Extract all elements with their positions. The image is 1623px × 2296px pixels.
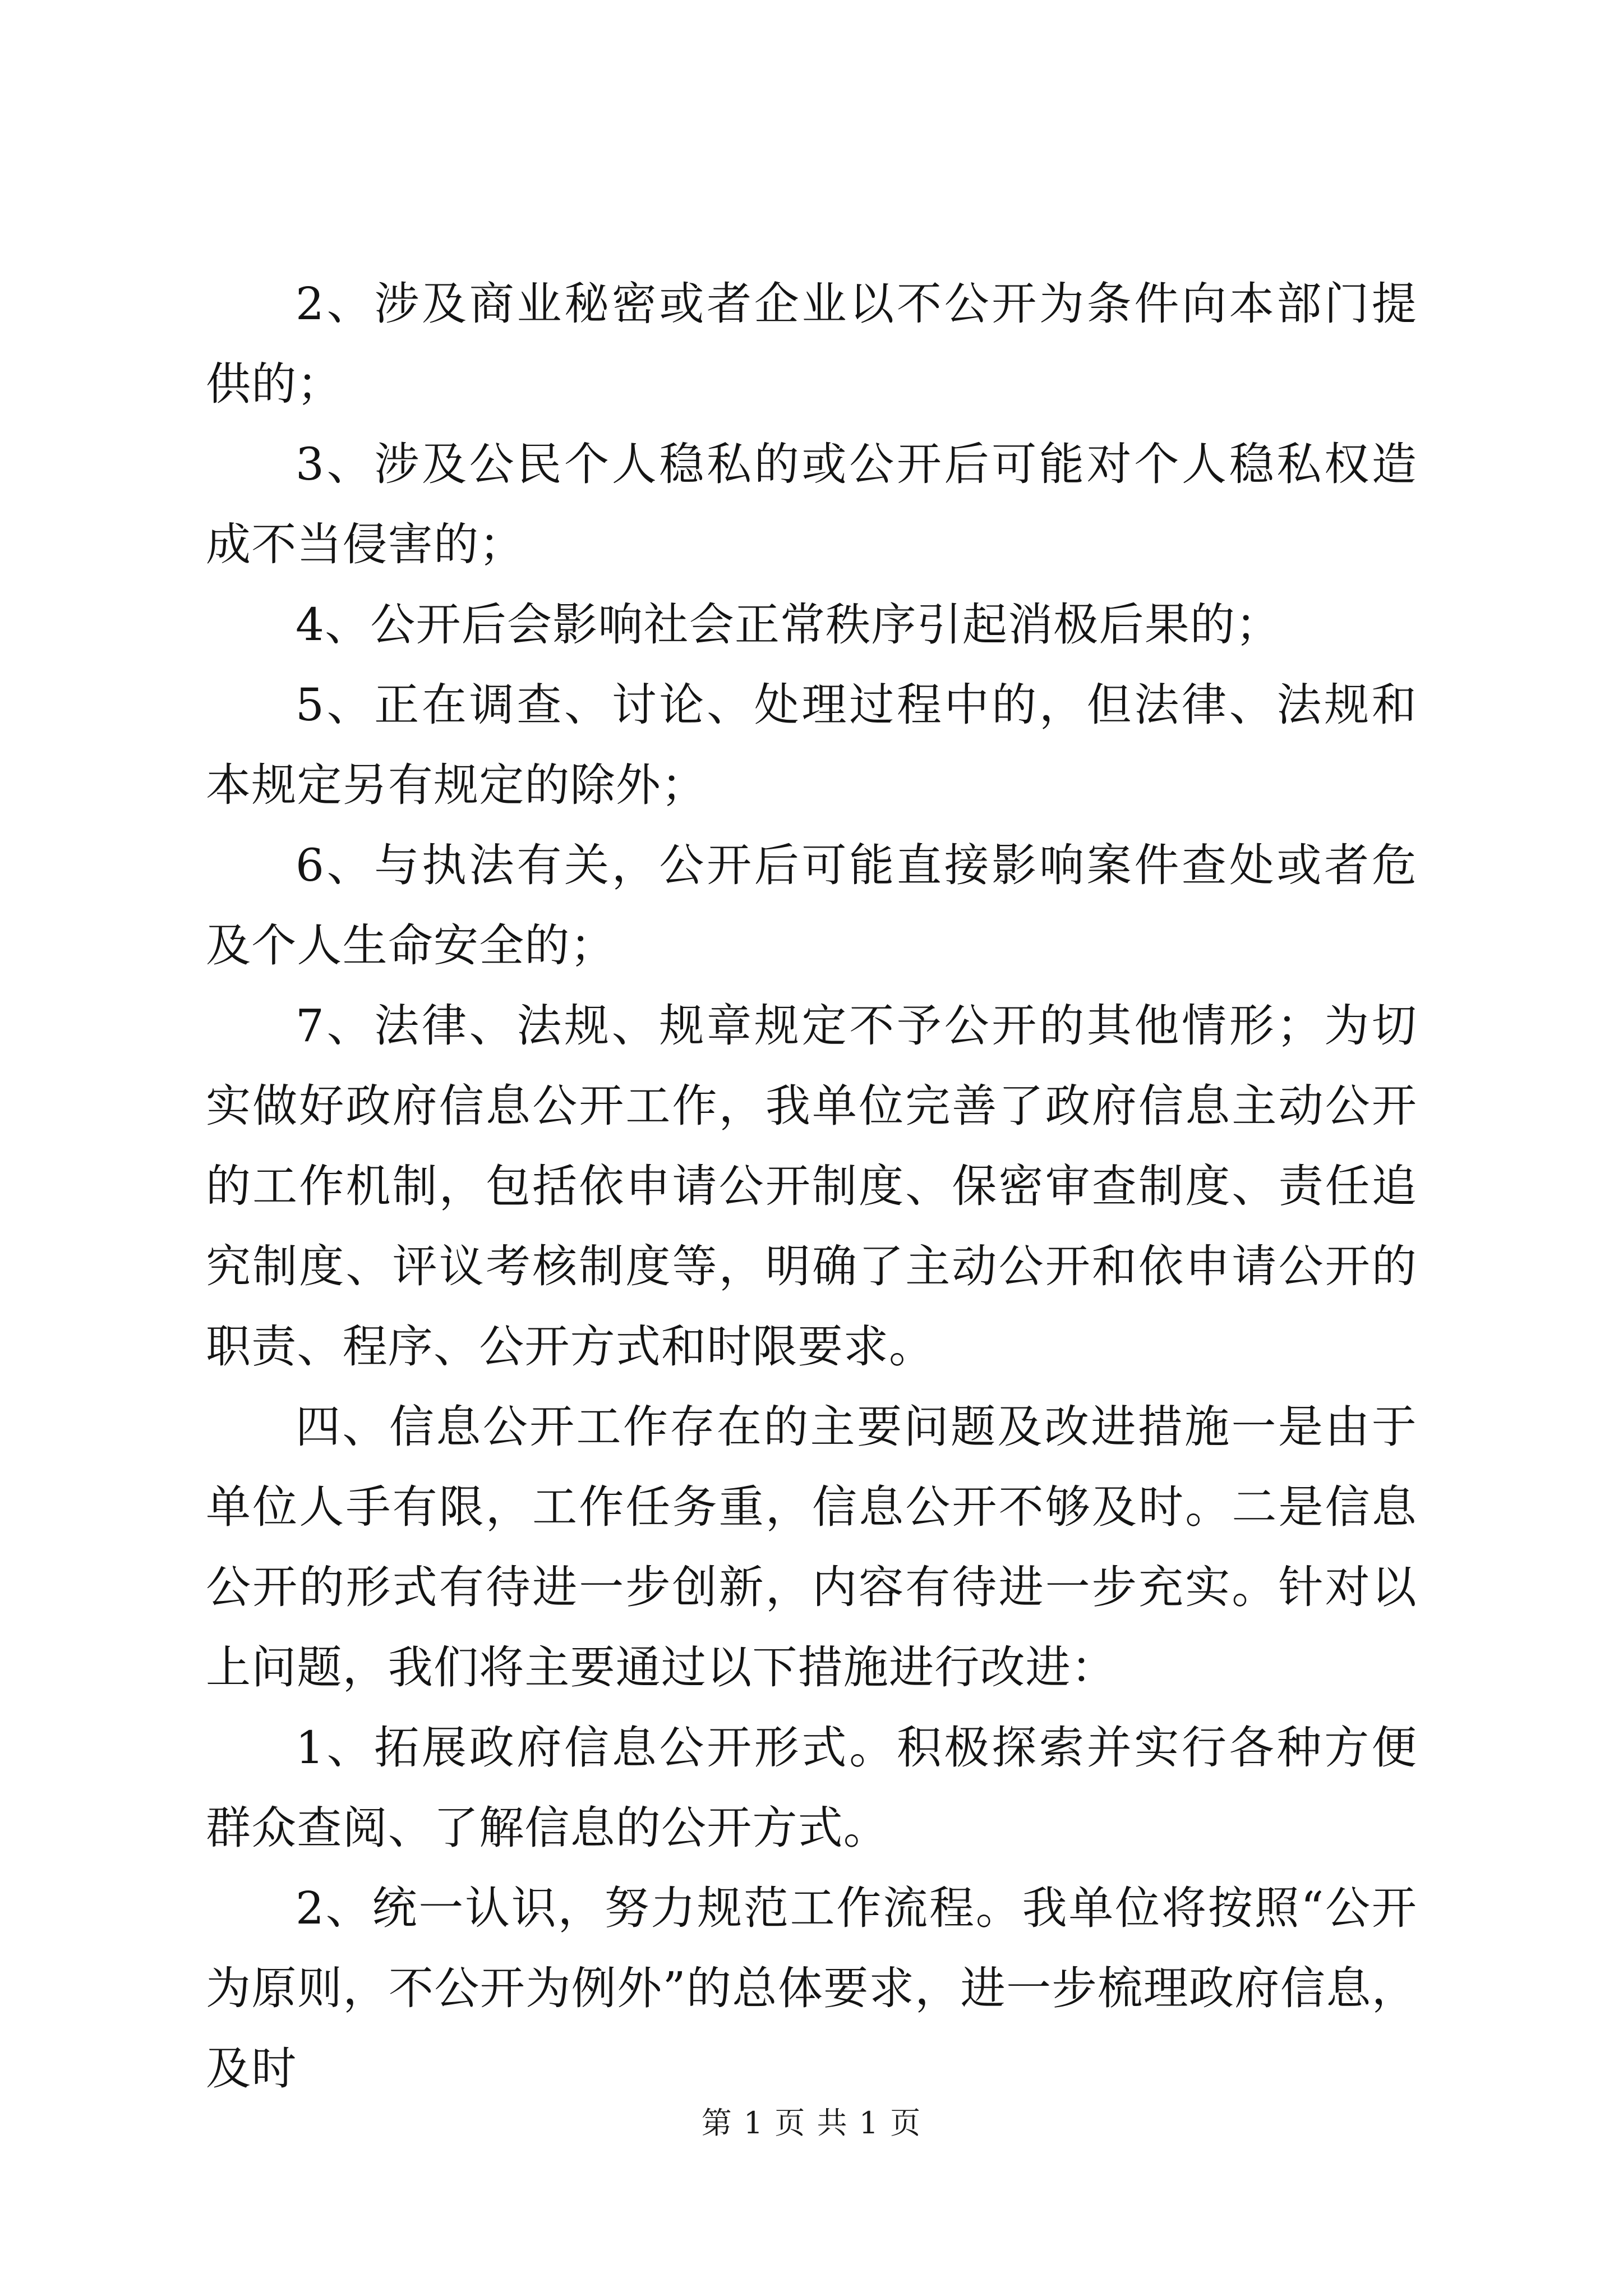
paragraph-item-3-personal-privacy: 3、涉及公民个人稳私的或公开后可能对个人稳私权造成不当侵害的； (206, 438, 1417, 570)
document-body (206, 264, 1417, 2109)
paragraph-measure-1: 1、拓展政府信息公开形式。积极探索并实行各种方便群众查阅、了解信息的公开方式。 (206, 1722, 1417, 1854)
paragraph-item-2-trade-secrets: 2、涉及商业秘密或者企业以不公开为条件向本部门提供的； (206, 278, 1417, 410)
page-footer (0, 2104, 1623, 2143)
paragraph-item-5-under-investigation: 5、正在调查、讨论、处理过程中的，但法律、法规和本规定另有规定的除外； (206, 679, 1417, 811)
paragraph-measure-2: 2、统一认识，努力规范工作流程。我单位将按照“公开为原则，不公开为例外”的总体要求，进一步梳理政府信息，及时 (206, 1882, 1417, 2095)
paragraph-section-4-problems: 四、信息公开工作存在的主要问题及改进措施一是由于单位人手有限，工作任务重，信息公开不够及时。二是信息公开的形式有待进一步创新，内容有待进一步充实。针对以上问题，我们将主要通过以下措施进行改进： (206, 1401, 1417, 1694)
paragraph-item-7-other-cases: 7、法律、法规、规章规定不予公开的其他情形；为切实做好政府信息公开工作，我单位完善了政府信息主动公开的工作机制，包括依申请公开制度、保密审查制度、责任追究制度、评议考核制度等，明确了主动公开和依申请公开的职责、程序、公开方式和时限要求。 (206, 1000, 1417, 1373)
paragraph-item-4-social-order: 4、公开后会影响社会正常秩序引起消极后果的； (296, 599, 1281, 651)
page-number-label: 第 1 页 共 1 页 (701, 2105, 922, 2141)
paragraph-item-6-law-enforcement: 6、与执法有关，公开后可能直接影响案件查处或者危及个人生命安全的； (206, 839, 1417, 972)
